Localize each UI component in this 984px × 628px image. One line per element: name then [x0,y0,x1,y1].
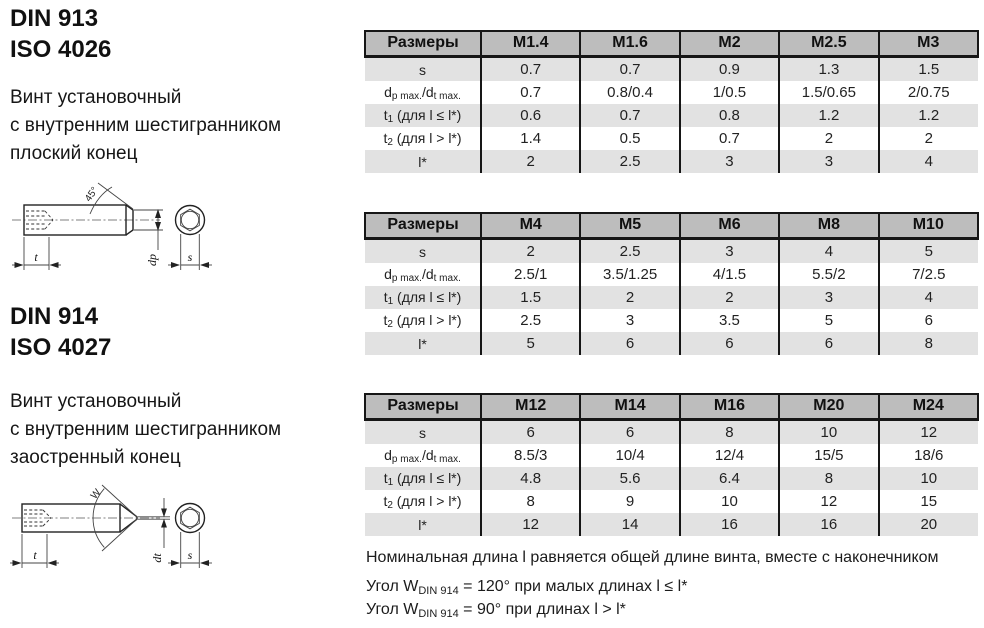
note-angle-120: Угол WDIN 914 = 120° при малых длинах l ≤ l* [366,578,688,597]
cell: 6.4 [680,467,779,490]
t-dimension [12,237,61,270]
header-dimensions: Размеры [365,394,481,420]
cell: 5 [879,239,978,264]
cell: 10/4 [580,444,679,467]
row-label-t1: t1 (для l ≤ l*) [365,467,481,490]
cell: 2 [779,127,878,150]
end-view [168,206,212,271]
cell: 4/1.5 [680,263,779,286]
cell: 2.5 [580,150,679,173]
cell: 7/2.5 [879,263,978,286]
description-din913 [10,84,281,168]
cell: 3 [779,150,878,173]
table-row-t2 [365,490,978,513]
header-size: M1.6 [580,31,679,57]
cell: 5 [481,332,580,355]
cell: 20 [879,513,978,536]
cell: 0.7 [481,81,580,104]
description-line: заостренный конец [10,447,181,468]
cell: 2.5 [481,309,580,332]
table-row-lstar [365,332,978,355]
cell: 2 [879,127,978,150]
table-row-s [365,420,978,445]
cell: 0.7 [680,127,779,150]
table-row-lstar [365,513,978,536]
cell: 4 [779,239,878,264]
header-size: M3 [879,31,978,57]
header-size: M2.5 [779,31,878,57]
cell: 3 [680,239,779,264]
din914-technical-drawing [8,466,228,590]
row-label-dp-dt: dp max./dt max. [384,265,461,284]
cell: 3 [680,150,779,173]
cell: 2/0.75 [879,81,978,104]
table-row-dp-dt [365,81,978,104]
header-size: M16 [680,394,779,420]
table-row-dp-dt [365,444,978,467]
dt-label: dt [150,553,164,563]
cell: 9 [580,490,679,513]
description-line: Винт установочный [10,391,182,412]
note-angle-90: Угол WDIN 914 = 90° при длинах l > l* [366,601,626,620]
cell: 6 [879,309,978,332]
cell: 3 [779,286,878,309]
header-dimensions: Размеры [365,213,481,239]
cell: 12 [879,420,978,445]
cell: 1/0.5 [680,81,779,104]
dimensions-table-m12-m24 [364,393,979,536]
description-line: плоский конец [10,143,138,164]
t-label: t [33,548,37,562]
cell: 3.5/1.25 [580,263,679,286]
cell: 3.5 [680,309,779,332]
description-din914 [10,388,281,472]
cell: 15 [879,490,978,513]
dp-label: dp [145,254,159,266]
row-label-t2: t2 (для l > l*) [383,129,462,148]
cell: 5.6 [580,467,679,490]
row-label-t1: t1 (для l ≤ l*) [365,286,481,309]
header-size: M24 [879,394,978,420]
cell: 15/5 [779,444,878,467]
table-row-t1 [365,104,978,127]
table-row-dp-dt [365,263,978,286]
cell: 2.5 [580,239,679,264]
header-size: M8 [779,213,878,239]
dp-dimension [134,210,163,266]
cell: 6 [680,332,779,355]
row-label-t2: t2 (для l > l*) [383,492,462,511]
description-line: с внутренним шестигранником [10,419,282,440]
hex-socket-outline [181,507,200,529]
cell: 4 [879,150,978,173]
cell: 0.8 [680,104,779,127]
cell: 2 [481,239,580,264]
description-line: с внутренним шестигранником [10,115,282,136]
cell: 0.7 [481,57,580,82]
cell: 10 [779,420,878,445]
note-nominal-length: Номинальная длина l равняется общей длине винта, вместе с наконечником [366,549,939,566]
cell: 6 [481,420,580,445]
iso-number: ISO 4027 [10,334,112,361]
cell: 8.5/3 [481,444,580,467]
cell: 2 [680,286,779,309]
table-row-lstar [365,150,978,173]
cell: 14 [580,513,679,536]
header-size: M1.4 [481,31,580,57]
cell: 0.9 [680,57,779,82]
cell: 0.8/0.4 [580,81,679,104]
cell: 1.2 [879,104,978,127]
header-size: M2 [680,31,779,57]
row-label-dp-dt: dp max./dt max. [384,446,461,465]
table-header-row [365,213,978,239]
cell: 0.5 [580,127,679,150]
row-label-t2: t2 (для l > l*) [383,311,462,330]
cell: 2 [580,286,679,309]
header-size: M20 [779,394,878,420]
cell: 0.7 [580,57,679,82]
table-row-t1 [365,467,978,490]
table-row-t2 [365,127,978,150]
cell: 4.8 [481,467,580,490]
row-label-lstar: l* [365,513,481,536]
end-view [168,504,212,569]
iso-number: ISO 4026 [10,36,112,63]
cell: 6 [779,332,878,355]
row-label-lstar: l* [365,150,481,173]
cell: 4 [879,286,978,309]
table-row-t2 [365,309,978,332]
cell: 1.4 [481,127,580,150]
cell: 5 [779,309,878,332]
cell: 0.7 [580,104,679,127]
cell: 1.3 [779,57,878,82]
cell: 2 [481,150,580,173]
row-label-lstar: l* [365,332,481,355]
cell: 0.6 [481,104,580,127]
cell: 10 [680,490,779,513]
table-row-t1 [365,286,978,309]
cell: 1.2 [779,104,878,127]
cell: 8 [779,467,878,490]
cell: 18/6 [879,444,978,467]
table-row-s [365,239,978,264]
cell: 8 [481,490,580,513]
cell: 12 [779,490,878,513]
header-size: M14 [580,394,679,420]
header-size: M12 [481,394,580,420]
standard-title-din914 [10,301,111,363]
cell: 1.5/0.65 [779,81,878,104]
cell: 16 [680,513,779,536]
table-row-s [365,57,978,82]
angle-label: 45° [83,185,101,204]
row-label-s: s [365,57,481,82]
s-label: s [187,250,193,264]
dimensions-table-m1p4-m3 [364,30,979,173]
cell: 5.5/2 [779,263,878,286]
header-size: M10 [879,213,978,239]
cell: 12 [481,513,580,536]
din-number: DIN 913 [10,5,99,32]
din913-technical-drawing [8,170,228,292]
cell: 8 [879,332,978,355]
cell: 2.5/1 [481,263,580,286]
t-label: t [34,250,38,264]
dt-dimension [138,498,170,563]
s-label: s [187,548,193,562]
header-size: M6 [680,213,779,239]
cell: 10 [879,467,978,490]
table-header-row [365,394,978,420]
row-label-t1: t1 (для l ≤ l*) [365,104,481,127]
description-line: Винт установочный [10,87,182,108]
cell: 16 [779,513,878,536]
angle-label: W [88,487,104,502]
table-header-row [365,31,978,57]
dimensions-table-m4-m10 [364,212,979,355]
t-dimension [10,534,59,568]
cell: 8 [680,420,779,445]
header-size: M4 [481,213,580,239]
cell: 6 [580,332,679,355]
din-number: DIN 914 [10,303,99,330]
cell: 1.5 [879,57,978,82]
cell: 12/4 [680,444,779,467]
hex-socket-outline [181,209,200,231]
header-dimensions: Размеры [365,31,481,57]
header-size: M5 [580,213,679,239]
cell: 1.5 [481,286,580,309]
cell: 6 [580,420,679,445]
row-label-dp-dt: dp max./dt max. [384,83,461,102]
standard-title-din913 [10,3,111,65]
row-label-s: s [365,420,481,445]
row-label-s: s [365,239,481,264]
cell: 3 [580,309,679,332]
